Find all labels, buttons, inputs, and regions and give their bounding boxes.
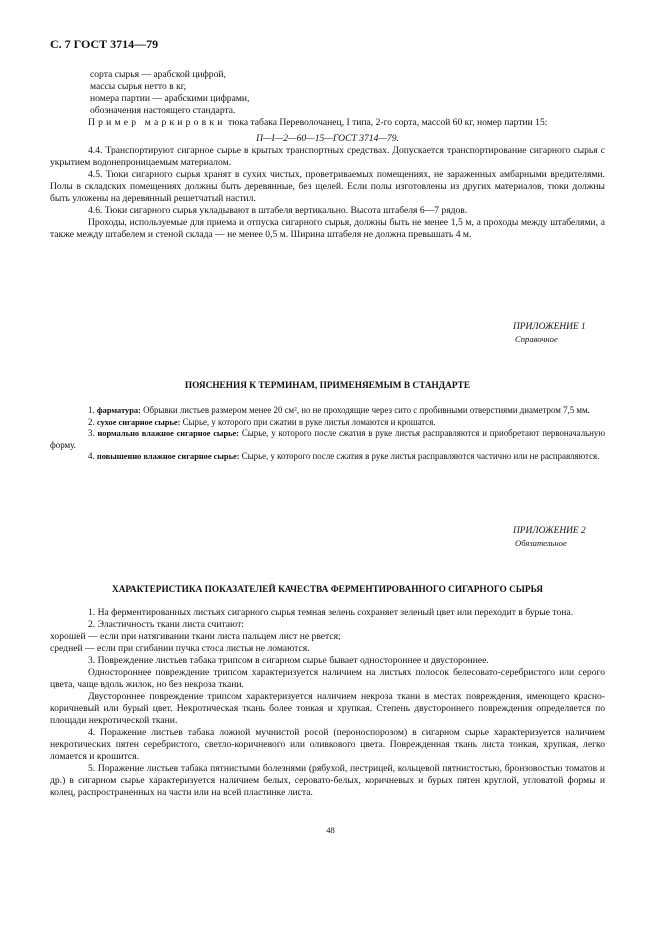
section-4-block — [50, 69, 605, 241]
one-sided-damage: Одностороннее повреждение трипсом характеризуется наличием на листьях полосок белесовато-серебристого или серого цвета, чаще вдоль жилок, но без некроза ткани. — [50, 667, 605, 690]
marking-label: Пример маркировки — [88, 117, 226, 128]
elasticity-good: хорошей — если при натягивании ткани листа пальцем лист не рвется; — [50, 631, 341, 642]
term-number: 4. — [88, 451, 95, 462]
appendix-2-type: Обязательное — [515, 538, 567, 548]
intro-list-item: обозначения настоящего стандарта. — [90, 105, 236, 116]
marking-example — [50, 117, 605, 129]
page-header: С. 7 ГОСТ 3714—79 — [50, 37, 159, 51]
section-4-6: 4.6. Тюки сигарного сырья укладывают в штабеля вертикально. Высота штабеля 6—7 рядов. — [88, 205, 468, 216]
section-4-6-passages: Проходы, используемые для приема и отпуска сигарного сырья, должны быть не менее 1,5 м, а проходы между штабелями, а также между штабелем и стеной склада — не менее 0,5 м. Ширина штабеля не должна превышать 4 м. — [50, 217, 605, 240]
term-name: повышенно влажное сигарное сырье: — [96, 452, 240, 462]
appendix-2-label — [513, 525, 586, 549]
term-name: нормально влажное сигарное сырье: — [97, 429, 240, 439]
marking-formula: П—I—2—60—15—ГОСТ 3714—79. — [256, 133, 399, 144]
intro-list-item: массы сырья нетто в кг, — [90, 81, 186, 92]
appendix-2-body — [50, 607, 605, 799]
intro-list-item: сорта сырья — арабской цифрой, — [90, 69, 226, 80]
section-4-5: 4.5. Тюки сигарного сырья хранят в сухих чистых, проветриваемых помещениях, не зараженных амбарными вредителями. Полы в складских помещениях должны быть деревянные, без щелей. Если полы изготовлены из других материалов, тюки должны быть уложены на деревянный решетчатый настил. — [50, 169, 605, 204]
term-definition: Сырье, у которого после сжатия в руке листья расправляются частично или не расправляются. — [239, 451, 600, 462]
elasticity-medium: средней — если при сгибании пучка стоса листья не ломаются. — [50, 643, 310, 654]
section-4-4: 4.4. Транспортируют сигарное сырье в крытых транспортных средствах. Допускается транспортирование сигарного сырья с укрытием водонепроницаемым материалом. — [50, 145, 605, 168]
term-number: 1. — [88, 405, 95, 415]
term-definition: Сырье, у которого при сжатии в руке листья ломаются и крошатся. — [180, 416, 436, 427]
quality-item-1: 1. На ферментированных листьях сигарного сырья темная зелень сохраняет зеленый цвет или переходит в бурые тона. — [88, 607, 574, 618]
appendix-1-type: Справочное — [515, 334, 558, 344]
term-item — [50, 428, 605, 451]
term-number: 2. — [88, 416, 95, 427]
appendix-2-number: ПРИЛОЖЕНИЕ 2 — [513, 526, 586, 536]
intro-list-item: номера партии — арабскими цифрами, — [90, 93, 250, 104]
term-name: сухое сигарное сырье: — [96, 417, 181, 427]
appendix-2-title: ХАРАКТЕРИСТИКА ПОКАЗАТЕЛЕЙ КАЧЕСТВА ФЕРМЕНТИРОВАННОГО СИГАРНОГО СЫРЬЯ — [112, 585, 543, 595]
appendix-1-label — [513, 321, 586, 345]
term-definition: Обрывки листьев размером менее 20 см², но не проходящие через сито с пробивными отверстиями диаметром 7,5 мм. — [140, 405, 590, 415]
quality-item-2: 2. Эластичность ткани листа считают: — [88, 619, 244, 630]
page-number: 48 — [326, 825, 335, 835]
term-name: фарматура: — [96, 406, 141, 415]
appendix-1-title: ПОЯСНЕНИЯ К ТЕРМИНАМ, ПРИМЕНЯЕМЫМ В СТАНДАРТЕ — [184, 381, 471, 391]
term-item — [50, 405, 605, 417]
quality-item-5: 5. Поражение листьев табака пятнистыми болезнями (рябухой, пестрицей, кольцевой пятнистостью, бронзовостью томатов и др.) в сигарном сырье характеризуется наличием белых, серовато-белых, коричневых и бурых пятен круглой, угловатой формы и колец, распространенных на части или на всей пластинке листа. — [50, 763, 605, 798]
term-definition: Сырье, у которого после сжатия в руке листья расправляются и приобретают первоначальную форму. — [50, 428, 605, 450]
two-sided-damage: Двустороннее повреждение трипсом характеризуется наличием некроза ткани в местах повреждения, имеющего красно-коричневый или бурый цвет. Некротическая ткань более тонкая и хрупкая. Степень двустороннего повреждения определяется по площади некротической ткани. — [50, 691, 605, 726]
term-item — [50, 451, 605, 463]
quality-item-4: 4. Поражение листьев табака ложной мучнистой росой (пероноспорозом) в сигарном сырье характеризуется наличием некротических пятен серебристого, светло-коричневого или оливкового цвета. Поврежденная ткань листа тонкая, хрупкая, легко ломается и крошится. — [50, 727, 605, 762]
term-item — [50, 417, 605, 429]
quality-item-3: 3. Повреждение листьев табака трипсом в сигарном сырье бывает одностороннее и двустороннее. — [88, 655, 489, 666]
appendix-1-terms — [50, 405, 605, 463]
marking-text: тюка табака Переволочанец, I типа, 2-го сорта, массой 60 кг, номер партии 15: — [225, 117, 548, 128]
term-number: 3. — [88, 428, 95, 439]
appendix-1-number: ПРИЛОЖЕНИЕ 1 — [513, 322, 586, 332]
